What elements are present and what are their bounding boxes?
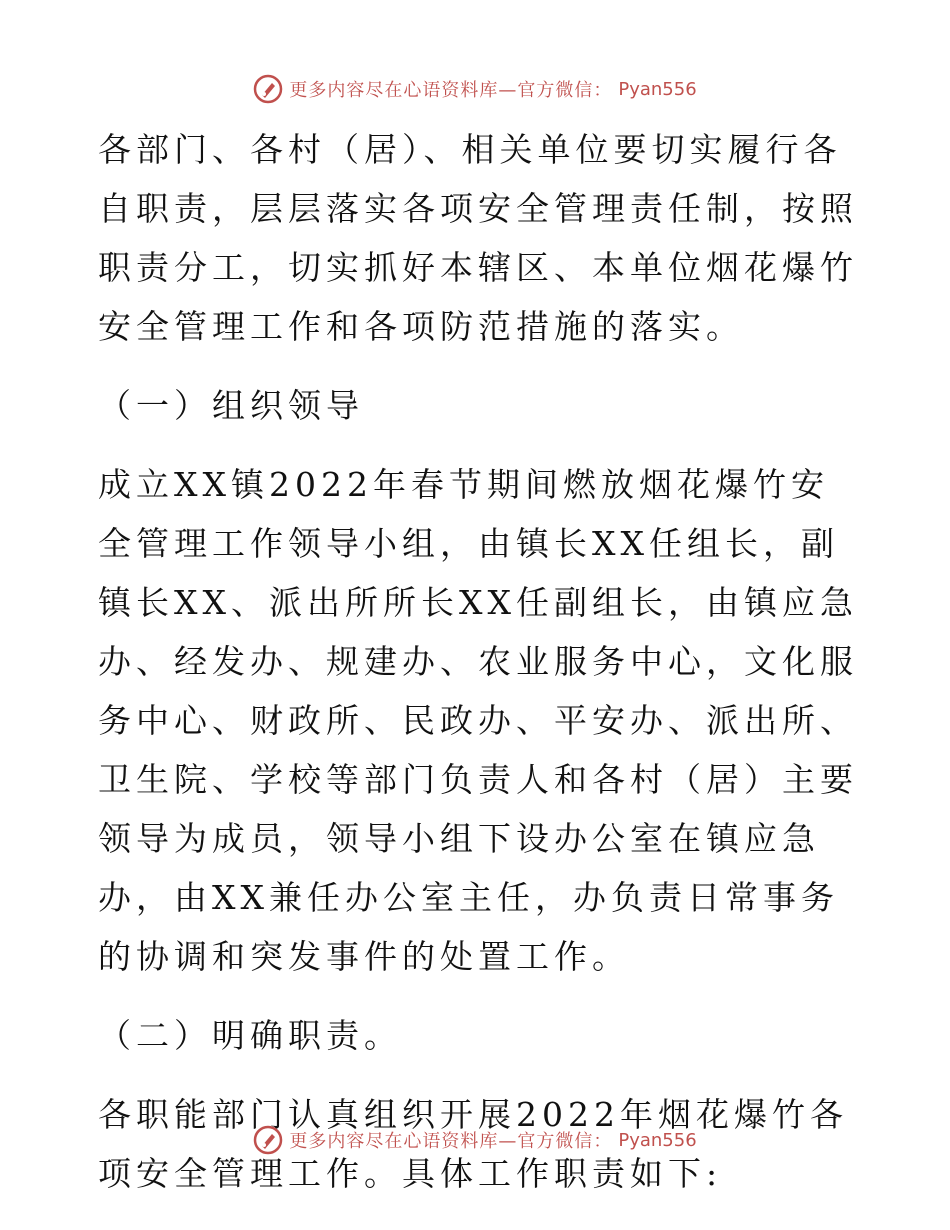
footer-watermark: [0, 1123, 950, 1157]
paragraph-responsibilities: 各部门、各村（居）、相关单位要切实履行各自职责，层层落实各项安全管理责任制，按照职责分工，切实抓好本辖区、本单位烟花爆竹安全管理工作和各项防范措施的落实。: [98, 130, 858, 346]
watermark-id: Pyan556: [618, 78, 697, 100]
watermark-id: Pyan556: [618, 1129, 697, 1151]
heading-clarify-duties: （二）明确职责。: [98, 1016, 402, 1055]
header-watermark: [0, 72, 950, 106]
watermark-text: 更多内容尽在心语资料库—官方微信：: [289, 1131, 613, 1152]
heading-organization-leadership: （一）组织领导: [98, 386, 364, 425]
document-body: [98, 120, 858, 1203]
watermark-text: 更多内容尽在心语资料库—官方微信：: [289, 80, 613, 101]
paragraph-duties-intro: 各职能部门认真组织开展2022年烟花爆竹各项安全管理工作。具体工作职责如下:: [98, 1095, 848, 1193]
paragraph-leadership-group: 成立XX镇2022年春节期间燃放烟花爆竹安全管理工作领导小组，由镇长XX任组长，副镇长XX、派出所所长XX任副组长，由镇应急办、经发办、规建办、农业服务中心，文化服务中心、财政所、民政办、平安办、派出所、卫生院、学校等部门负责人和各村（居）主要领导为成员，领导小组下设办公室在镇应急办，由XX兼任办公室主任，办负责日常事务的协调和突发事件的处置工作。: [98, 465, 858, 976]
pen-nib-logo-icon: [253, 1125, 283, 1155]
pen-nib-logo-icon: [253, 74, 283, 104]
